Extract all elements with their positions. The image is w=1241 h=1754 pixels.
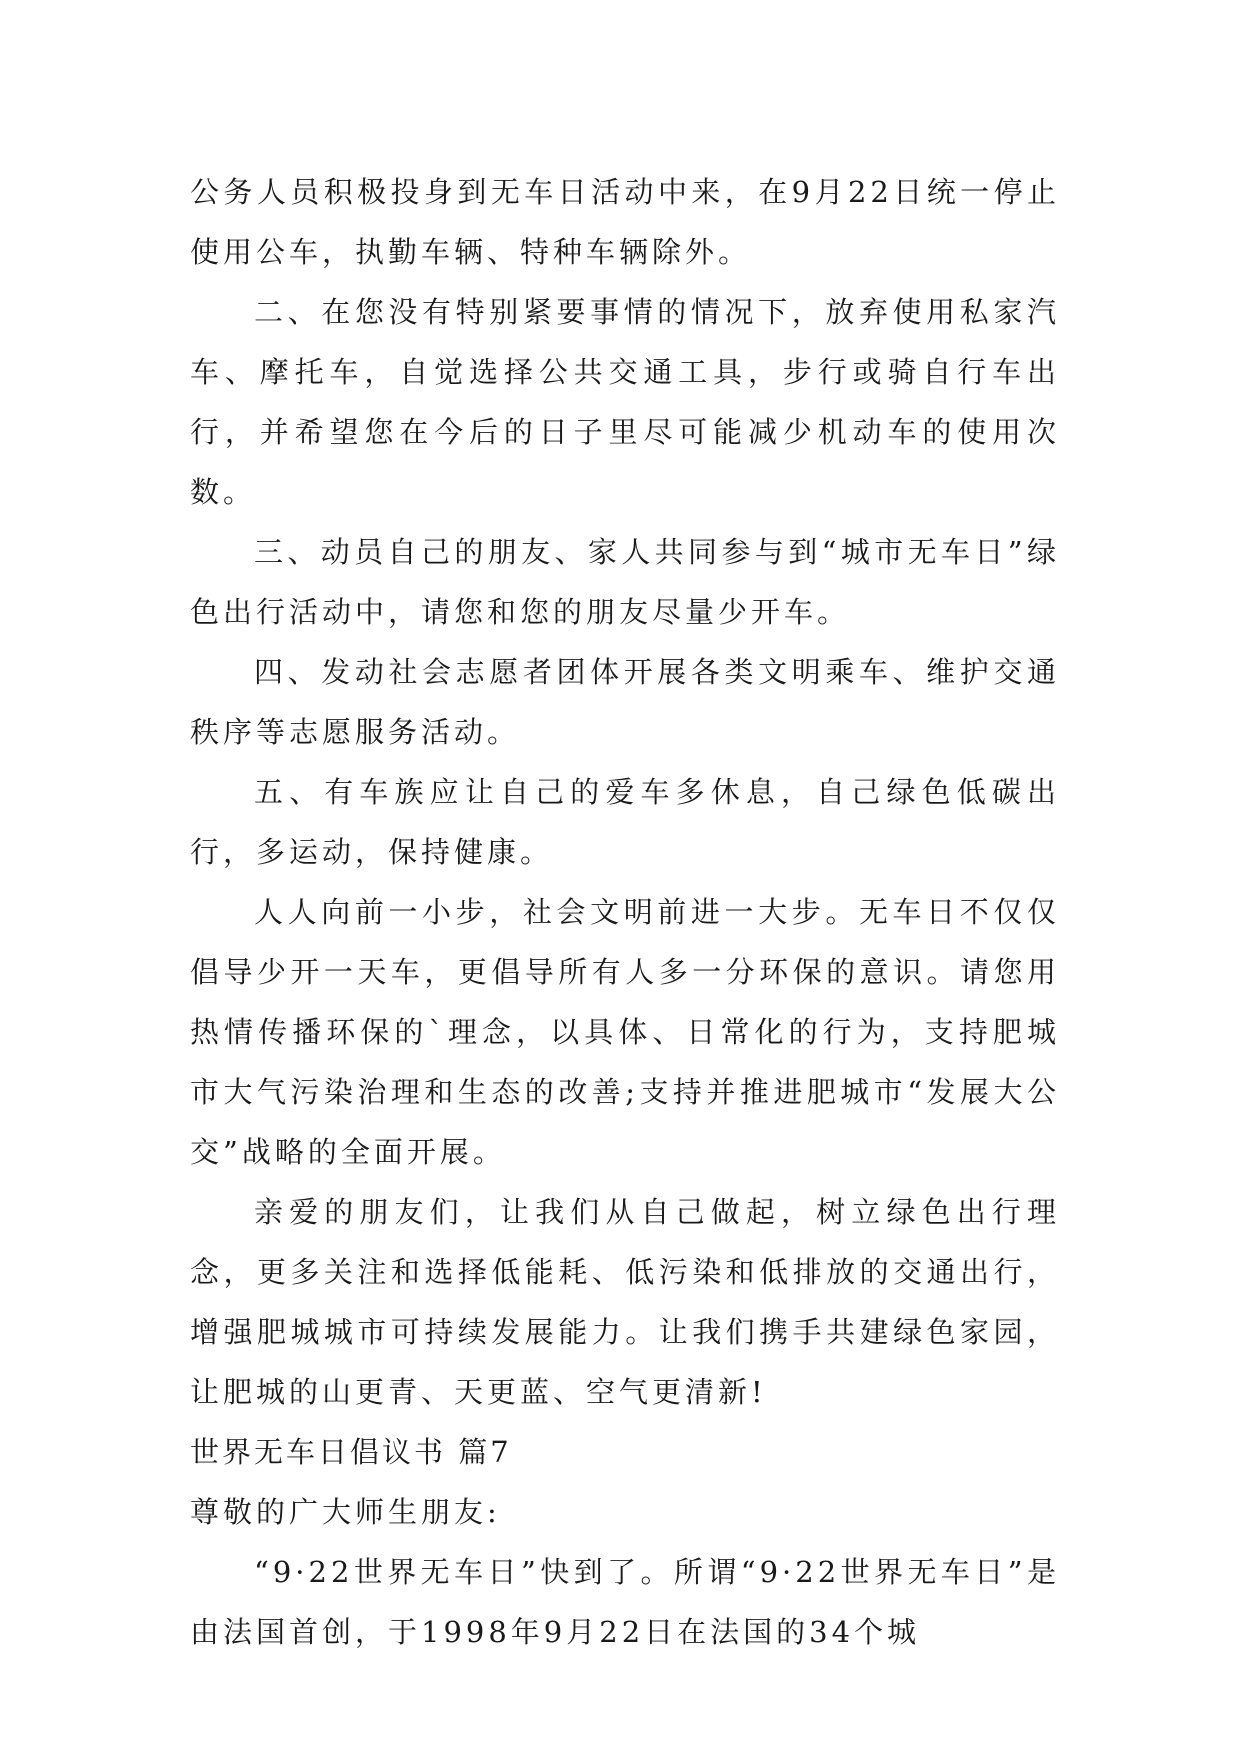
- section-heading: 世界无车日倡议书 篇7: [190, 1435, 512, 1469]
- paragraph-intro-922: “9·22世界无车日”快到了。所谓“9·22世界无车日”是由法国首创，于1998年9月22日在法国的34个城: [190, 1555, 1060, 1649]
- paragraph-item-three: 三、动员自己的朋友、家人共同参与到“城市无车日”绿色出行活动中，请您和您的朋友尽量少开车。: [190, 535, 1060, 629]
- paragraph-dear-friends: 亲爱的朋友们，让我们从自己做起，树立绿色出行理念，更多关注和选择低能耗、低污染和低排放的交通出行，增强肥城城市可持续发展能力。让我们携手共建绿色家园，让肥城的山更青、天更蓝、空气更清新!: [190, 1195, 1060, 1409]
- salutation: 尊敬的广大师生朋友:: [190, 1495, 501, 1529]
- paragraph-public-servants: 公务人员积极投身到无车日活动中来，在9月22日统一停止使用公车，执勤车辆、特种车辆除外。: [190, 175, 1060, 269]
- paragraph-small-step: 人人向前一小步，社会文明前进一大步。无车日不仅仅倡导少开一天车，更倡导所有人多一分环保的意识。请您用热情传播环保的`理念，以具体、日常化的行为，支持肥城市大气污染治理和生态的改善;支持并推进肥城市“发展大公交”战略的全面开展。: [190, 895, 1060, 1169]
- paragraph-item-four: 四、发动社会志愿者团体开展各类文明乘车、维护交通秩序等志愿服务活动。: [190, 655, 1060, 749]
- paragraph-item-five: 五、有车族应让自己的爱车多休息，自己绿色低碳出行，多运动，保持健康。: [190, 775, 1060, 869]
- document-body: [190, 162, 1060, 1662]
- paragraph-item-two: 二、在您没有特别紧要事情的情况下，放弃使用私家汽车、摩托车，自觉选择公共交通工具，步行或骑自行车出行，并希望您在今后的日子里尽可能减少机动车的使用次数。: [190, 295, 1060, 509]
